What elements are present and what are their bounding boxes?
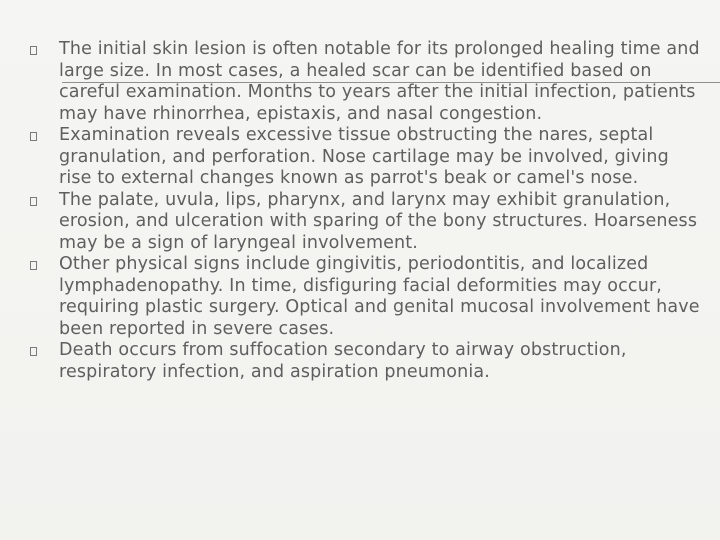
bullet-text-3: The palate, uvula, lips, pharynx, and larynx may exhibit granulation, erosion, and ulceration with sparing of the bony structures. Hoarseness may be a sign of laryngeal involvement. xyxy=(59,189,698,253)
bullet-item-5 xyxy=(30,340,700,383)
bullet-text-2: Examination reveals excessive tissue obstructing the nares, septal granulation, and perforation. Nose cartilage may be involved, giving rise to external changes known as parrot's beak or camel's nose. xyxy=(59,125,669,188)
bullet-item-2 xyxy=(30,125,700,190)
bullet-text-4: Other physical signs include gingivitis, periodontitis, and localized lymphadenopathy. In time, disfiguring facial deformities may occur, requiring plastic surgery. Optical and genital mucosal involvement have been reported in severe cases. xyxy=(59,254,700,339)
missing-glyph-box-icon xyxy=(30,197,37,206)
bullet-list xyxy=(30,39,700,383)
bullet-item-1 xyxy=(30,39,700,125)
missing-glyph-box-icon xyxy=(30,132,37,141)
bullet-item-3 xyxy=(30,190,700,255)
bullet-item-4 xyxy=(30,254,700,340)
missing-glyph-box-icon xyxy=(30,46,37,55)
bullet-text-5: Death occurs from suffocation secondary to airway obstruction, respiratory infection, and aspiration pneumonia. xyxy=(59,340,627,382)
bullet-text-1: The initial skin lesion is often notable for its prolonged healing time and large size. In most cases, a healed scar can be identified based on careful examination. Months to years after the initial infection, patients may have rhinorrhea, epistaxis, and nasal congestion. xyxy=(59,39,700,124)
missing-glyph-box-icon xyxy=(30,347,37,356)
missing-glyph-box-icon xyxy=(30,261,37,270)
